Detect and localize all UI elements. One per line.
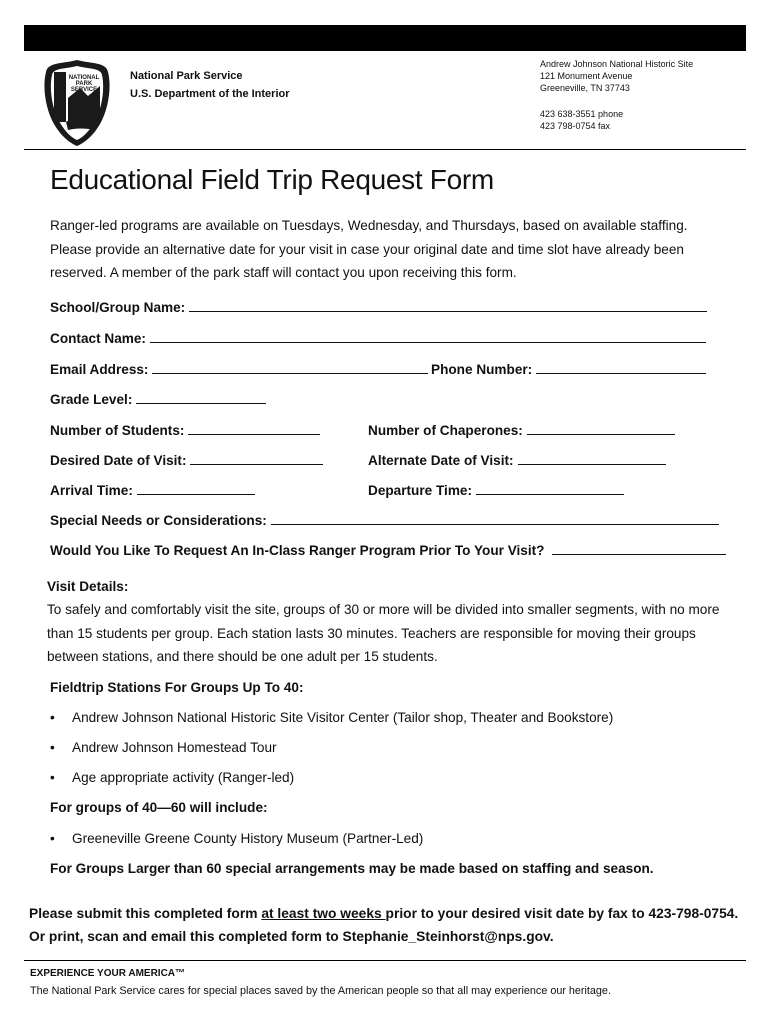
chaperones-input[interactable] [527,421,675,435]
department-name: U.S. Department of the Interior [130,88,290,100]
stations-heading: Fieldtrip Stations For Groups Up To 40: [50,680,304,695]
submit-text-b: prior to your desired visit date by fax to 423-798-0754. [385,906,739,921]
grade-input[interactable] [136,390,266,404]
agency-block [130,67,290,103]
contact-name-field [50,329,706,346]
students-field [50,421,320,438]
site-name: Andrew Johnson National Historic Site [540,59,694,69]
phone-number: 423 638-3551 phone [540,109,624,119]
phone-label: Phone Number: [431,362,533,377]
school-name-input[interactable] [189,298,707,312]
arrival-time-field [50,481,255,498]
grade-field [50,390,266,407]
phone-input[interactable] [536,360,706,374]
departure-time-label: Departure Time: [368,483,472,498]
city-state: Greeneville, TN 37743 [540,83,630,93]
departure-time-field [368,481,624,498]
list-item [50,770,294,785]
submit-text-a: Please submit this completed form [29,906,262,921]
bullet-icon: • [50,740,55,755]
bullet-icon: • [50,710,55,725]
footer-text: The National Park Service cares for special places saved by the American people so that all may experience our heritage. [30,985,611,997]
desired-date-input[interactable] [190,451,323,465]
contact-name-label: Contact Name: [50,331,146,346]
street-address: 121 Monument Avenue [540,71,633,81]
arrival-time-label: Arrival Time: [50,483,133,498]
alternate-date-label: Alternate Date of Visit: [368,453,514,468]
bullet-icon: • [50,831,55,846]
larger-groups-note: For Groups Larger than 60 special arrangements may be made based on staffing and season. [50,861,654,876]
intro-paragraph: Ranger-led programs are available on Tuesdays, Wednesday, and Thursdays, based on available staffing. Please provide an alternative date for your visit in case your original date and time slot have already been reserved. A member of the park staff will contact you upon receiving this form. [50,218,688,280]
chaperones-field [368,421,675,438]
list-item [50,710,613,725]
grade-label: Grade Level: [50,392,133,407]
submit-line-1 [29,902,738,925]
school-name-field [50,298,707,315]
list-item [50,740,277,755]
school-name-label: School/Group Name: [50,300,186,315]
svg-text:SERVICE: SERVICE [70,87,98,93]
station-item: Andrew Johnson Homestead Tour [72,740,277,755]
footer-heading: EXPERIENCE YOUR AMERICA™ [30,968,186,979]
special-needs-field [50,511,719,528]
list-item [50,831,423,846]
in-class-program-input[interactable] [552,541,726,555]
header-divider [24,149,746,150]
groups-heading: For groups of 40—60 will include: [50,800,268,815]
alternate-date-field [368,451,666,468]
svg-text:NATIONAL: NATIONAL [68,75,100,81]
submit-instructions [29,902,738,948]
group-item: Greeneville Greene County History Museum (Partner-Led) [72,831,424,846]
students-label: Number of Students: [50,423,185,438]
contact-name-input[interactable] [150,329,706,343]
students-input[interactable] [188,421,320,435]
desired-date-label: Desired Date of Visit: [50,453,187,468]
arrival-time-input[interactable] [137,481,255,495]
special-needs-label: Special Needs or Considerations: [50,513,267,528]
submit-deadline: at least two weeks [261,906,386,921]
email-label: Email Address: [50,362,149,377]
desired-date-field [50,451,323,468]
in-class-program-label: Would You Like To Request An In-Class Ranger Program Prior To Your Visit? [50,543,545,558]
bullet-icon: • [50,770,55,785]
agency-name: National Park Service [130,70,243,82]
visit-details-heading: Visit Details: [47,579,129,594]
email-field [50,360,428,377]
phone-field [431,360,706,377]
svg-text:PARK: PARK [75,81,93,87]
visit-details-text: To safely and comfortably visit the site, groups of 30 or more will be divided into smaller segments, with no more than 15 students per group. Each station lasts 30 minutes. Teachers are responsible for moving their groups between stations, and there should be one adult per 15 students. [47,602,720,664]
in-class-program-field [50,541,726,558]
address-block [540,58,693,132]
top-black-bar [24,25,746,51]
nps-arrowhead-logo [40,58,114,148]
station-item: Andrew Johnson National Historic Site Visitor Center (Tailor shop, Theater and Bookstore) [72,710,614,725]
station-item: Age appropriate activity (Ranger-led) [72,770,295,785]
footer-divider [24,960,746,961]
form-title: Educational Field Trip Request Form [50,164,494,195]
submit-line-2: Or print, scan and email this completed form to Stephanie_Steinhorst@nps.gov. [29,929,554,944]
departure-time-input[interactable] [476,481,624,495]
chaperones-label: Number of Chaperones: [368,423,523,438]
special-needs-input[interactable] [271,511,719,525]
email-input[interactable] [152,360,428,374]
alternate-date-input[interactable] [518,451,666,465]
fax-number: 423 798-0754 fax [540,121,611,131]
